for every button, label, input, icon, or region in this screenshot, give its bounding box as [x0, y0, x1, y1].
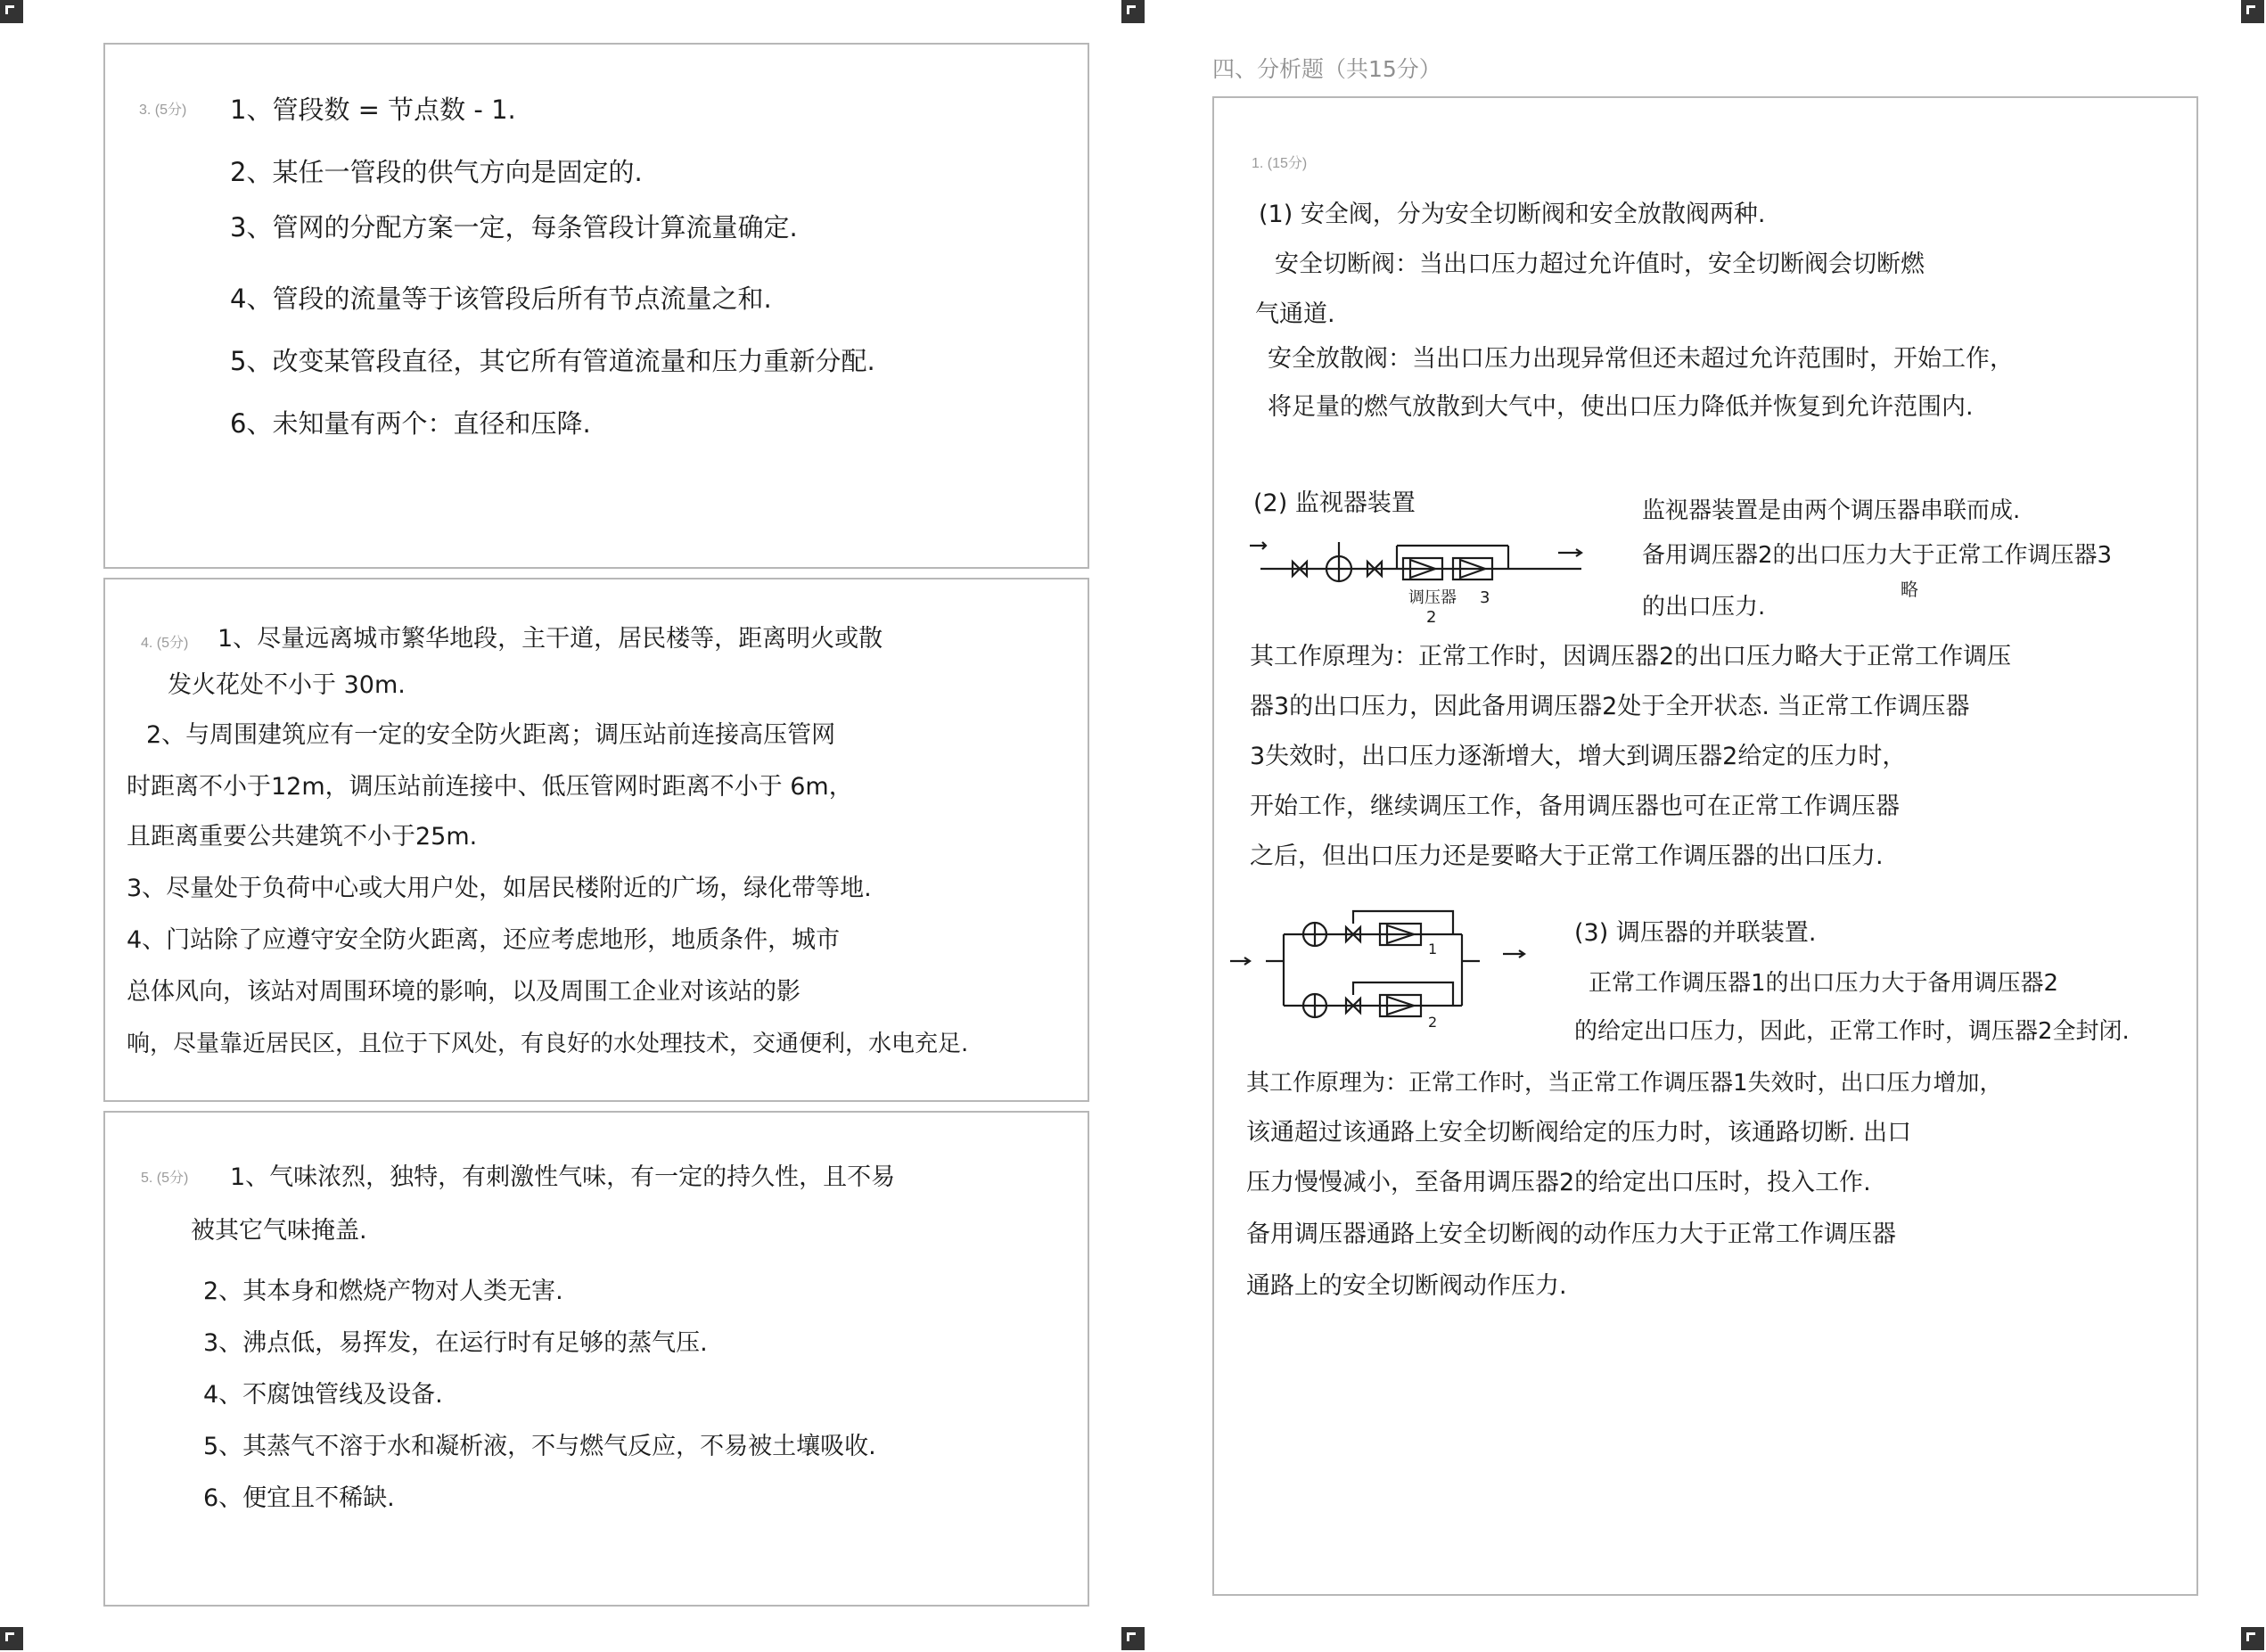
answer-line: 备用调压器通路上安全切断阀的动作压力大于正常工作调压器: [1246, 1221, 1896, 1248]
answer-box-q3: [103, 43, 1089, 569]
answer-line: 气通道.: [1255, 300, 1335, 328]
answer-line: 2、与周围建筑应有一定的安全防火距离；调压站前连接高压管网: [146, 721, 836, 749]
corner-marker-top-left: [0, 0, 23, 23]
answer-line: 4、不腐蚀管线及设备.: [203, 1381, 443, 1409]
part2-side-note: 略: [1901, 579, 1918, 600]
answer-line: 6、未知量有两个：直径和压降.: [230, 408, 591, 439]
answer-line: 开始工作，继续调压工作，备用调压器也可在正常工作调压器: [1250, 793, 1900, 820]
corner-marker-bottom-right: [2241, 1627, 2264, 1650]
answer-line: 安全切断阀：当出口压力超过允许值时，安全切断阀会切断燃: [1275, 251, 1925, 278]
answer-line: 时距离不小于12m，调压站前连接中、低压管网时距离不小于 6m，: [127, 773, 853, 801]
answer-box-q4: [103, 578, 1089, 1102]
series-regulator-diagram: [1250, 530, 1606, 628]
corner-marker-bottom-left: [0, 1627, 23, 1650]
diagram-label: 1: [1428, 941, 1438, 958]
answer-line: 4、门站除了应遵守安全防火距离，还应考虑地形，地质条件，城市: [127, 926, 841, 954]
part2-side-line: 监视器装置是由两个调压器串联而成.: [1642, 497, 2021, 524]
answer-line: 压力慢慢减小，至备用调压器2的给定出口压时，投入工作.: [1246, 1169, 1871, 1196]
answer-line: 1、管段数 = 节点数 - 1.: [230, 95, 516, 125]
section-title: 四、分析题（共15分）: [1212, 56, 1441, 82]
answer-line: 被其它气味掩盖.: [191, 1217, 367, 1245]
part2-title: (2) 监视器装置: [1253, 489, 1416, 517]
corner-marker-top-right: [2241, 0, 2264, 23]
diagram-label: 调压器: [1408, 588, 1457, 607]
answer-line: 1、尽量远离城市繁华地段，主干道，居民楼等，距离明火或散: [218, 625, 883, 653]
question-label: 1. (15分): [1252, 156, 1308, 171]
diagram-label: 3: [1480, 588, 1490, 607]
question-label: 5. (5分): [141, 1171, 189, 1186]
answer-line: 响，尽量靠近居民区，且位于下风处，有良好的水处理技术，交通便利，水电充足.: [127, 1031, 969, 1057]
answer-line: 将足量的燃气放散到大气中，使出口压力降低并恢复到允许范围内.: [1268, 393, 1974, 421]
answer-box-analysis: [1212, 96, 2198, 1596]
answer-line: 3、沸点低，易挥发，在运行时有足够的蒸气压.: [203, 1329, 708, 1357]
answer-line: 之后，但出口压力还是要略大于正常工作调压器的出口压力.: [1250, 842, 1884, 870]
answer-line: 总体风向，该站对周围环境的影响，以及周围工企业对该站的影: [127, 978, 800, 1006]
answer-line: 4、管段的流量等于该管段后所有节点流量之和.: [230, 284, 772, 314]
answer-line: 通路上的安全切断阀动作压力.: [1246, 1272, 1567, 1300]
parallel-regulator-diagram: [1230, 908, 1578, 1032]
answer-line: 3、尽量处于负荷中心或大用户处，如居民楼附近的广场，绿化带等地.: [127, 875, 872, 902]
answer-line: 5、其蒸气不溶于水和凝析液，不与燃气反应，不易被土壤吸收.: [203, 1433, 876, 1460]
answer-line: 2、某任一管段的供气方向是固定的.: [230, 157, 643, 187]
answer-box-q5: [103, 1111, 1089, 1607]
part3-side-line: 正常工作调压器1的出口压力大于备用调压器2: [1589, 970, 2059, 997]
answer-line: 2、其本身和燃烧产物对人类无害.: [203, 1278, 563, 1305]
answer-line: 1、气味浓烈，独特，有刺激性气味，有一定的持久性，且不易: [230, 1163, 896, 1191]
corner-marker-top-center: [1121, 0, 1145, 23]
answer-line: 该通超过该通路上安全切断阀给定的压力时，该通路切断. 出口: [1246, 1119, 1912, 1147]
answer-line: 6、便宜且不稀缺.: [203, 1484, 395, 1512]
answer-line: 其工作原理为：正常工作时，当正常工作调压器1失效时，出口压力增加，: [1246, 1070, 2003, 1097]
answer-line: 安全放散阀：当出口压力出现异常但还未超过允许范围时，开始工作，: [1268, 345, 2014, 373]
answer-line: 器3的出口压力，因此备用调压器2处于全开状态. 当正常工作调压器: [1250, 693, 1970, 720]
answer-line: 5、改变某管段直径，其它所有管道流量和压力重新分配.: [230, 346, 875, 376]
diagram-label: 2: [1426, 608, 1437, 627]
answer-line: 其工作原理为：正常工作时，因调压器2的出口压力略大于正常工作调压: [1250, 643, 2012, 670]
answer-line: (1) 安全阀，分为安全切断阀和安全放散阀两种.: [1259, 201, 1766, 228]
part2-side-line: 的出口压力.: [1642, 594, 1766, 621]
answer-line: 且距离重要公共建筑不小于25m.: [127, 823, 478, 851]
answer-line: 3失效时，出口压力逐渐增大，增大到调压器2给定的压力时，: [1250, 743, 1907, 770]
part2-side-line: 备用调压器2的出口压力大于正常工作调压器3: [1642, 542, 2113, 569]
answer-line: 3、管网的分配方案一定，每条管段计算流量确定.: [230, 212, 798, 242]
answer-line: 发火花处不小于 30m.: [168, 671, 406, 699]
corner-marker-bottom-center: [1121, 1627, 1145, 1650]
part3-side-line: 的给定出口压力，因此，正常工作时，调压器2全封闭.: [1574, 1018, 2130, 1045]
part3-title: (3) 调压器的并联装置.: [1574, 919, 1817, 947]
question-label: 3. (5分): [139, 103, 187, 118]
question-label: 4. (5分): [141, 636, 189, 651]
diagram-label: 2: [1428, 1014, 1438, 1031]
